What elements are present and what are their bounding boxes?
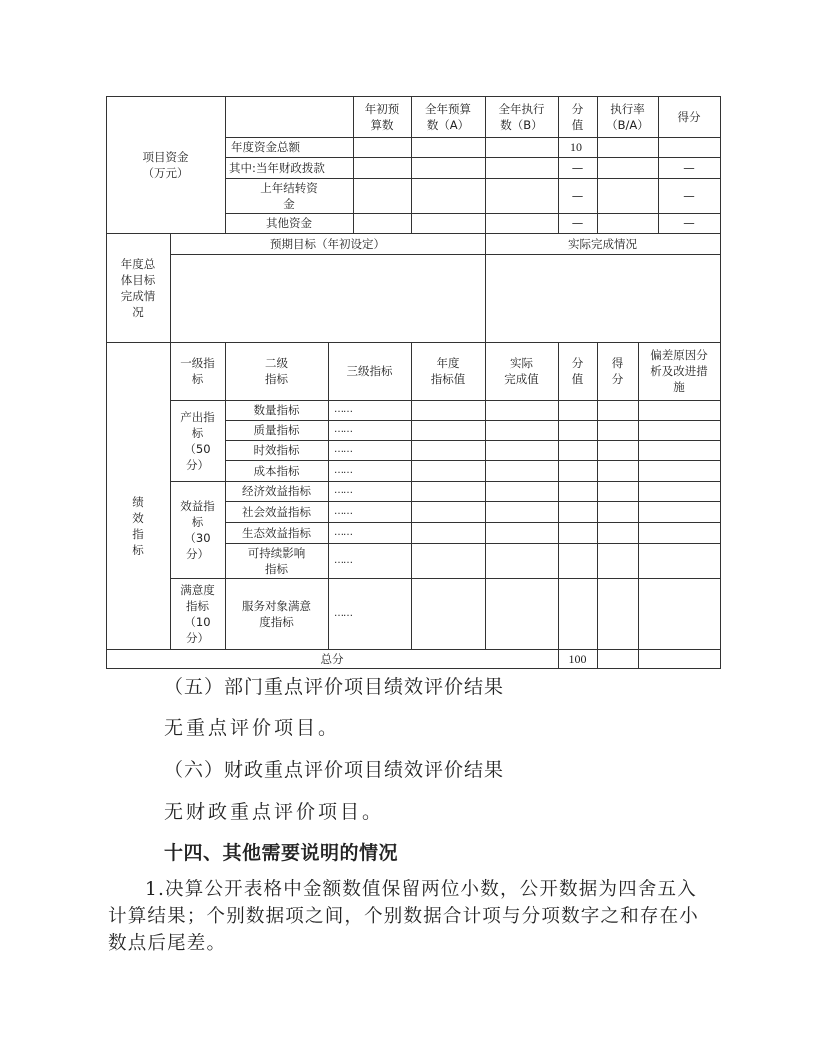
perf-item-ecological: 生态效益指标 (242, 525, 311, 540)
funds-row-carryover-score-value: — (571, 188, 584, 203)
table-rule (658, 96, 659, 233)
funds-row-total-label: 年度资金总额 (231, 140, 300, 154)
perf-item-quality: 质量指标 (253, 423, 300, 437)
table-rule (225, 420, 720, 421)
table-rule (225, 137, 720, 138)
funds-header-score: 得分 (677, 110, 701, 124)
perf-item-quantity: 数量指标 (253, 403, 300, 417)
table-rule (170, 400, 720, 401)
perf-item-quality-level3: …… (334, 424, 352, 435)
perf-header-deviation: 偏差原因分 析及改进措 施 (650, 348, 708, 394)
table-rule (485, 96, 486, 233)
perf-item-cost-level3: …… (334, 464, 352, 476)
perf-header-level2: 二级 指标 (265, 356, 288, 386)
goals-expected-header: 预期目标（年初设定） (270, 236, 385, 251)
perf-item-service-satisfaction-level3: …… (334, 607, 352, 619)
perf-group-benefit-label: 效益指 标 （30 分） (180, 498, 215, 561)
table-rule (170, 481, 720, 482)
perf-header-level3: 三级指标 (346, 364, 393, 378)
perf-item-sustainable-level3: …… (334, 554, 352, 566)
perf-item-social-level3: …… (334, 505, 352, 517)
table-rule (328, 342, 329, 649)
table-rule (485, 342, 486, 649)
section-body-dept-eval: 无重点评价项目。 (164, 717, 341, 739)
table-rule (225, 522, 720, 523)
section-body-fin-eval: 无财政重点评价项目。 (164, 801, 385, 823)
perf-header-level1: 一级指 标 (180, 356, 215, 386)
table-rule (353, 96, 354, 233)
table-rule (558, 342, 559, 669)
table-rule (225, 543, 720, 544)
perf-item-economic: 经济效益指标 (242, 484, 311, 498)
table-rule (558, 96, 559, 233)
total-value: 100 (568, 652, 587, 666)
perf-item-sustainable: 可持续影响 指标 (247, 545, 306, 576)
goals-actual-header: 实际完成情况 (568, 236, 637, 251)
table-rule (170, 254, 720, 255)
table-rule (106, 342, 721, 343)
perf-item-service-satisfaction: 服务对象满意 度指标 (242, 598, 311, 629)
perf-item-ecological-level3: …… (334, 526, 352, 538)
funds-row-other-label: 其他资金 (266, 216, 312, 230)
funds-row-carryover-score: — (683, 188, 695, 203)
table-rule (225, 501, 720, 502)
table-border (106, 96, 721, 97)
table-border (106, 96, 107, 669)
perf-header-actual: 实际 完成值 (504, 356, 539, 386)
funds-row-other-score: — (683, 216, 695, 230)
funds-row-other-score-value: — (571, 216, 584, 230)
funds-header-score-value: 分 值 (571, 102, 584, 132)
funds-row-total-score-value: 10 (570, 140, 582, 154)
perf-header-score: 得 分 (611, 356, 624, 386)
note-paragraph-1: 1.决算公开表格中金额数值保留两位小数，公开数据为四舍五入计算结果；个别数据项之间，个别数据合计项与分项数字之和存在小数点后尾差。 (108, 879, 700, 954)
table-rule (225, 157, 720, 158)
perf-item-social: 社会效益指标 (242, 504, 311, 519)
table-rule (225, 96, 226, 233)
table-border (720, 96, 721, 669)
funds-row-carryover-label: 上年结转资 金 (260, 180, 318, 211)
funds-header-exec-rate: 执行率 （B/A） (606, 102, 649, 132)
table-rule (411, 96, 412, 233)
table-rule (597, 96, 598, 233)
perf-group-output-label: 产出指 标 （50 分） (180, 409, 215, 472)
funds-row-current-label: 其中:当年财政拨款 (229, 160, 325, 175)
perf-group-satisfaction-label: 满意度 指标 （10 分） (180, 582, 215, 645)
funds-row-current-score: — (683, 160, 695, 175)
perf-item-quantity-level3: …… (334, 404, 352, 415)
funds-header-executed: 全年执行 数（B） (498, 102, 545, 132)
section-heading-dept-eval: （五）部门重点评价项目绩效评价结果 (164, 676, 505, 698)
perf-item-economic-level3: …… (334, 485, 352, 496)
chapter-title: 十四、其他需要说明的情况 (164, 842, 399, 864)
perf-header-score-value: 分 值 (571, 356, 584, 386)
perf-item-timeliness: 时效指标 (253, 443, 300, 457)
table-rule (170, 578, 720, 579)
table-rule (225, 213, 720, 214)
table-rule (225, 440, 720, 441)
table-rule (170, 233, 171, 649)
total-label: 总分 (320, 652, 344, 666)
goals-label: 年度总 体目标 完成情 况 (120, 256, 156, 319)
perf-item-cost: 成本指标 (253, 463, 300, 478)
table-rule (225, 460, 720, 461)
table-rule (106, 649, 721, 650)
funds-row-current-score-value: — (571, 160, 584, 175)
table-rule (597, 342, 598, 669)
perf-item-timeliness-level3: …… (334, 444, 352, 455)
table-rule (485, 233, 486, 342)
table-rule (225, 342, 226, 649)
table-rule (106, 233, 721, 234)
section-heading-fin-eval: （六）财政重点评价项目绩效评价结果 (164, 759, 505, 781)
table-rule (225, 178, 720, 179)
table-rule (638, 342, 639, 669)
funds-header-budget-annual: 全年预算 数（A） (425, 102, 471, 132)
funds-label: 项目资金 （万元） (142, 150, 189, 180)
perf-label: 绩 效 指 标 (132, 494, 144, 557)
table-border (106, 668, 721, 669)
table-rule (411, 342, 412, 649)
perf-header-target: 年度 指标值 (430, 356, 466, 386)
funds-header-budget-initial: 年初预 算数 (364, 102, 400, 132)
